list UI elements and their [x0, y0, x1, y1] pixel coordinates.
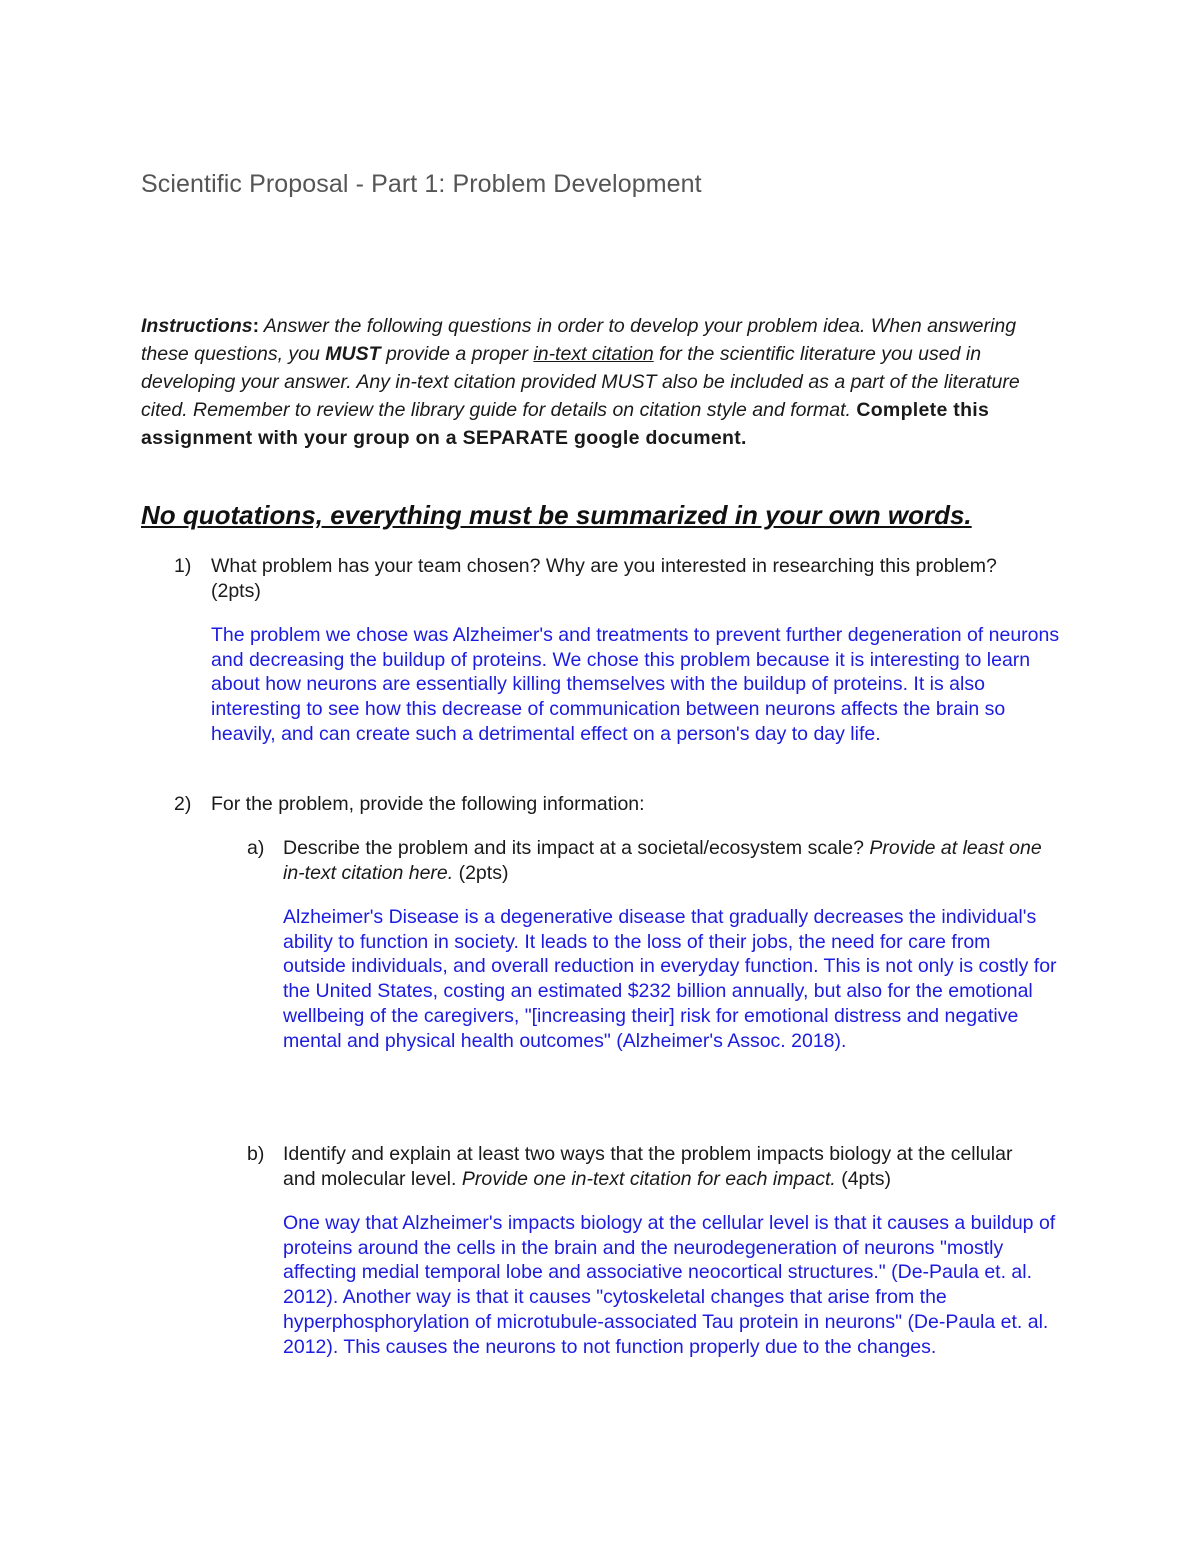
instructions-text-3: for the scientific literature you used in developing your answer. Any in-text citation provided MUST also be included as a part of the literature cited. Remember to review the library guide for details on citation style and format. [141, 343, 1020, 421]
answer-2a: Alzheimer's Disease is a degenerative disease that gradually decreases the individual's ability to function in society. It leads to the loss of their jobs, the need for care from outside individuals, and overall reduction in everyday function. This is not only is costly for the United States, costing an estimated $232 billion annually, but also for the emotional wellbeing of the caregivers, "[increasing their] risk for emotional distress and negative mental and physical health outcomes" (Alzheimer's Assoc. 2018). [283, 906, 1057, 1052]
question-2a-letter: a) [247, 837, 265, 859]
question-2b-italic: Provide one in-text citation for each impact. [461, 1168, 836, 1190]
question-2a-italic: Provide at least one in-text citation here. [283, 837, 1042, 884]
citation-link[interactable]: in-text citation [533, 343, 654, 365]
quotation-rule: No quotations, everything must be summarized in your own words. [141, 500, 972, 530]
question-1-number: 1) [174, 555, 192, 577]
page-title: Scientific Proposal - Part 1: Problem Development [141, 170, 702, 198]
question-2-number: 2) [174, 793, 192, 815]
question-1 [174, 554, 1011, 604]
question-2b-text: Identify and explain at least two ways that the problem impacts biology at the cellular and molecular level. [283, 1143, 1013, 1190]
question-1-text: What problem has your team chosen? Why are you interested in researching this problem? (2pts) [211, 555, 997, 602]
instructions-bold-note: Complete this assignment with your group on a SEPARATE google document. [141, 399, 990, 449]
question-2b [247, 1142, 1043, 1192]
question-2a [247, 836, 1043, 886]
instructions-colon: : [252, 315, 260, 337]
instructions-text-1: Answer the following questions in order to develop your problem idea. When answering these questions, you [141, 315, 1017, 365]
question-2a-text: Describe the problem and its impact at a societal/ecosystem scale? [283, 837, 870, 859]
instructions-text-2: provide a proper [380, 343, 534, 365]
question-2 [174, 792, 1011, 817]
instructions-must: MUST [325, 343, 381, 365]
question-2-text: For the problem, provide the following information: [211, 793, 645, 815]
answer-2b: One way that Alzheimer's impacts biology at the cellular level is that it causes a buildup of proteins around the cells in the brain and the neurodegeneration of neurons "mostly affecting medial temporal lobe and associative neocortical structures." (De-Paula et. al. 2012). Another way is that it causes "cytoskeletal changes that arise from the hyperphosphorylation of microtubule-associated Tau protein in neurons" (De-Paula et. al. 2012). This causes the neurons to not function properly due to the changes. [283, 1212, 1056, 1358]
question-2b-letter: b) [247, 1143, 265, 1165]
answer-1: The problem we chose was Alzheimer's and treatments to prevent further degeneration of neurons and decreasing the buildup of proteins. We chose this problem because it is interesting to learn about how neurons are essentially killing themselves with the buildup of proteins. It is also interesting to see how this decrease of communication between neurons affects the brain so heavily, and can create such a detrimental effect on a person's day to day life. [211, 624, 1060, 745]
question-2a-points: (2pts) [453, 862, 509, 884]
question-2b-points: (4pts) [835, 1168, 892, 1190]
instructions-label: Instructions [141, 315, 253, 337]
instructions-paragraph [141, 312, 1041, 452]
